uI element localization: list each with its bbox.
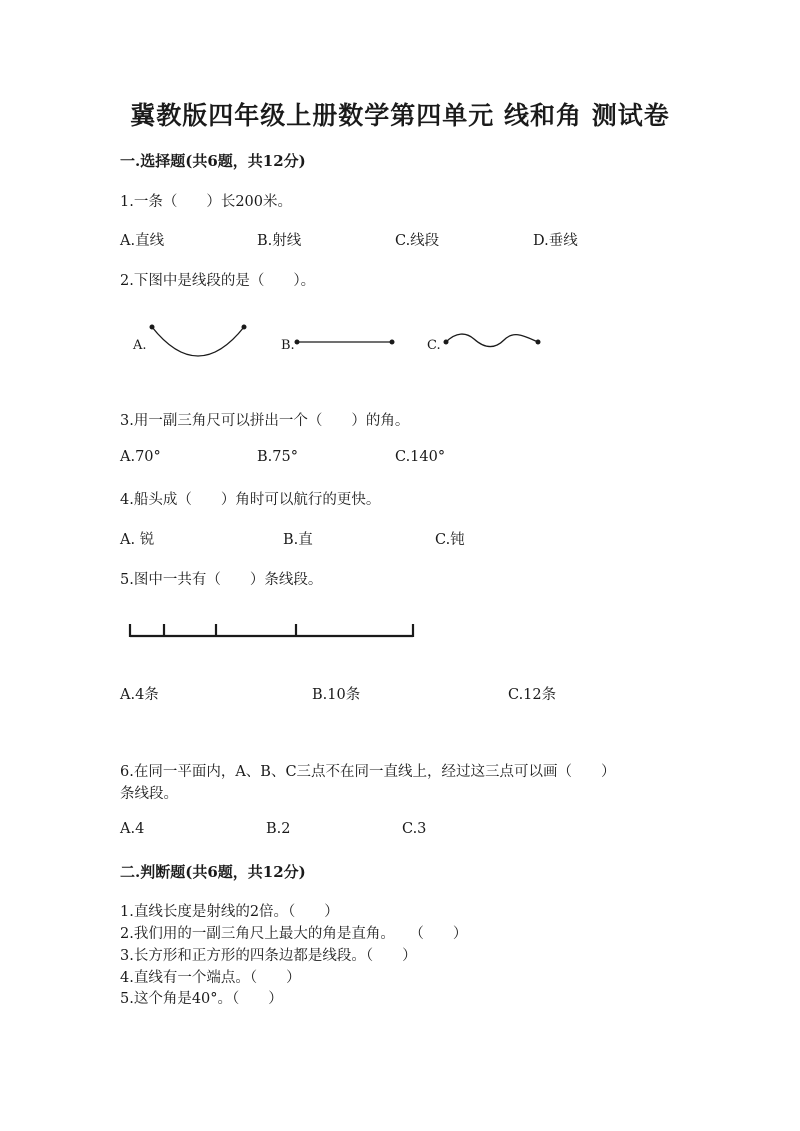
question-4: 4.船头成（ ）角时可以航行的更快。: [120, 492, 381, 508]
judgment-item-2: 2.我们用的一副三角尺上最大的角是直角。 （ ）: [120, 926, 468, 942]
question-3: 3.用一副三角尺可以拼出一个（ ）的角。: [120, 413, 410, 429]
q4-option-c: C.钝: [435, 532, 465, 548]
figure-label-c: C.: [427, 338, 441, 353]
question-6-line-2: 条线段。: [120, 786, 178, 802]
judgment-item-3: 3.长方形和正方形的四条边都是线段。（ ）: [120, 948, 417, 964]
figure-label-a: A.: [133, 338, 147, 353]
q6-option-a: A.4: [120, 821, 145, 837]
q1-option-d: D.垂线: [533, 233, 578, 249]
q3-option-c: C.140°: [395, 449, 446, 465]
q1-option-b: B.射线: [257, 233, 302, 249]
q6-option-c: C.3: [402, 821, 427, 837]
q5-option-c: C.12条: [508, 687, 557, 703]
q5-option-a: A.4条: [120, 687, 159, 703]
q3-option-b: B.75°: [257, 449, 298, 465]
judgment-item-1: 1.直线长度是射线的2倍。（ ）: [120, 904, 339, 920]
figure-label-b: B.: [281, 338, 295, 353]
judgment-item-4: 4.直线有一个端点。（ ）: [120, 970, 301, 986]
question-6-line-1: 6.在同一平面内，A、B、C三点不在同一直线上，经过这三点可以画（ ）: [120, 764, 616, 780]
q3-option-a: A.70°: [120, 449, 161, 465]
q5-option-b: B.10条: [312, 687, 361, 703]
q1-option-c: C.线段: [395, 233, 440, 249]
q6-option-b: B.2: [266, 821, 291, 837]
question-5: 5.图中一共有（ ）条线段。: [120, 572, 323, 588]
page-title: 冀教版四年级上册数学第四单元 线和角 测试卷: [130, 101, 670, 130]
section-2-heading: 二.判断题(共6题，共12分): [120, 863, 306, 881]
judgment-item-5: 5.这个角是40°。（ ）: [120, 991, 283, 1007]
question-1: 1.一条（ ）长200米。: [120, 194, 293, 210]
q1-option-a: A.直线: [120, 233, 165, 249]
section-1-heading: 一.选择题(共6题，共12分): [120, 152, 306, 170]
q4-option-b: B.直: [283, 532, 313, 548]
question-2: 2.下图中是线段的是（ ）。: [120, 273, 316, 289]
q4-option-a: A. 锐: [120, 532, 155, 548]
